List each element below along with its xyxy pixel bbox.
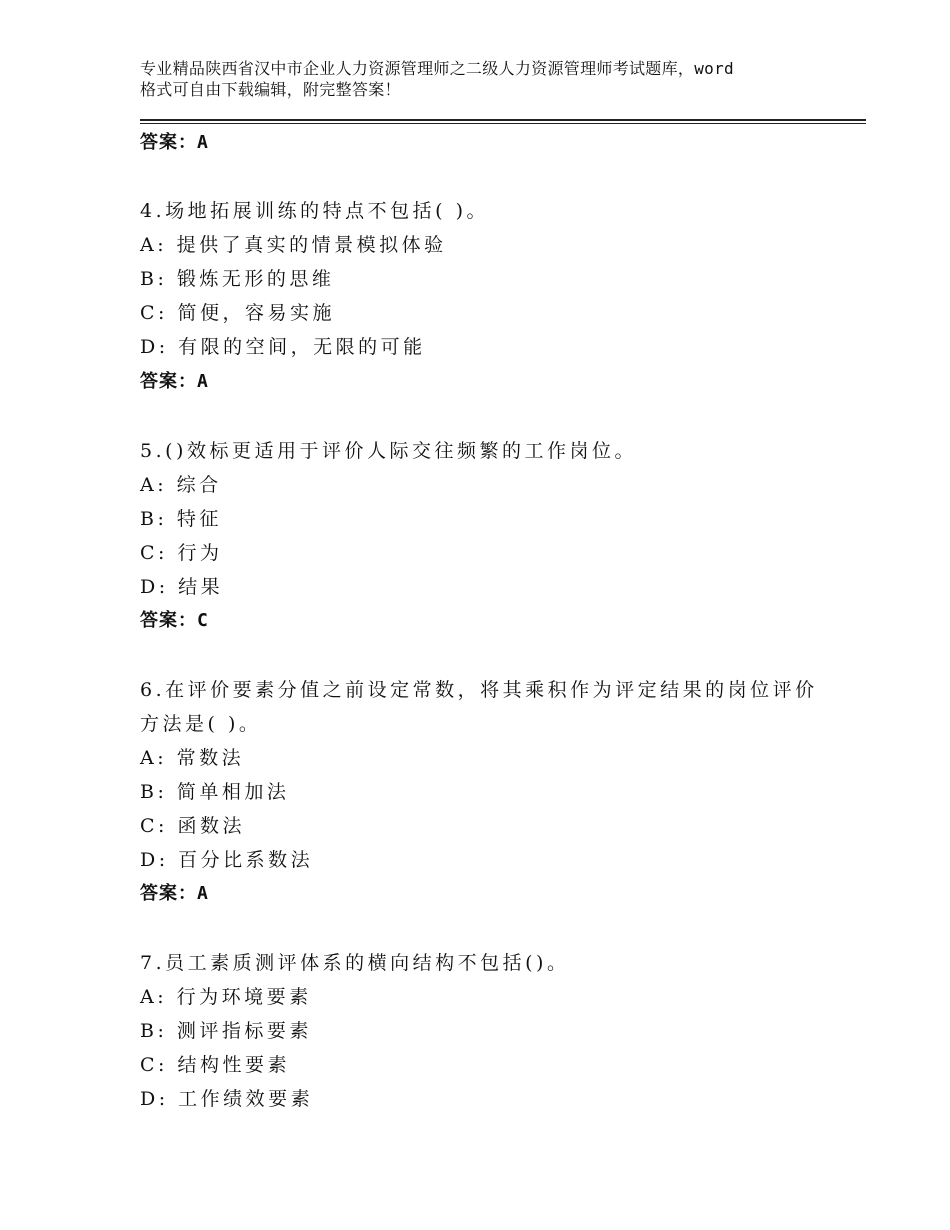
question-stem-line: 5.()效标更适用于评价人际交往频繁的工作岗位。 (140, 440, 637, 462)
question-stem-line: 4.场地拓展训练的特点不包括( )。 (140, 200, 489, 222)
question-6-option-d: D: 百分比系数法 (140, 849, 314, 871)
question-6-stem (140, 673, 840, 741)
question-4-stem (140, 194, 840, 228)
question-7-stem (140, 946, 840, 980)
question-5-answer: 答案：C (140, 610, 209, 631)
question-4-answer: 答案：A (140, 371, 209, 392)
question-stem-line: 7.员工素质测评体系的横向结构不包括()。 (140, 952, 570, 974)
question-4-option-a: A: 提供了真实的情景模拟体验 (140, 234, 447, 256)
question-5-option-a: A: 综合 (140, 474, 222, 496)
question-6-option-a: A: 常数法 (140, 747, 245, 769)
document-header (140, 58, 840, 100)
question-stem-line: 6.在评价要素分值之前设定常数，将其乘积作为评定结果的岗位评价 (140, 679, 818, 701)
question-7-option-c: C: 结构性要素 (140, 1054, 290, 1076)
question-6-answer: 答案：A (140, 883, 209, 904)
answer-previous: 答案：A (140, 132, 209, 153)
question-5-option-c: C: 行为 (140, 542, 223, 564)
question-stem-line: 方法是( )。 (140, 713, 262, 735)
question-4-option-c: C: 简便，容易实施 (140, 302, 335, 324)
question-5-option-d: D: 结果 (140, 576, 224, 598)
question-6-option-c: C: 函数法 (140, 815, 245, 837)
question-4-option-b: B: 锻炼无形的思维 (140, 268, 335, 290)
question-4-option-d: D: 有限的空间，无限的可能 (140, 336, 426, 358)
question-7-option-b: B: 测评指标要素 (140, 1020, 312, 1042)
question-6-option-b: B: 简单相加法 (140, 781, 290, 803)
header-line-1: 专业精品陕西省汉中市企业人力资源管理师之二级人力资源管理师考试题库，word (140, 59, 734, 78)
header-divider-thin (140, 123, 866, 124)
question-5-option-b: B: 特征 (140, 508, 222, 530)
question-7-option-a: A: 行为环境要素 (140, 986, 312, 1008)
header-line-2: 格式可自由下载编辑，附完整答案！ (140, 80, 401, 99)
question-5-stem (140, 434, 840, 468)
question-7-option-d: D: 工作绩效要素 (140, 1088, 314, 1110)
header-divider-thick (140, 119, 866, 121)
